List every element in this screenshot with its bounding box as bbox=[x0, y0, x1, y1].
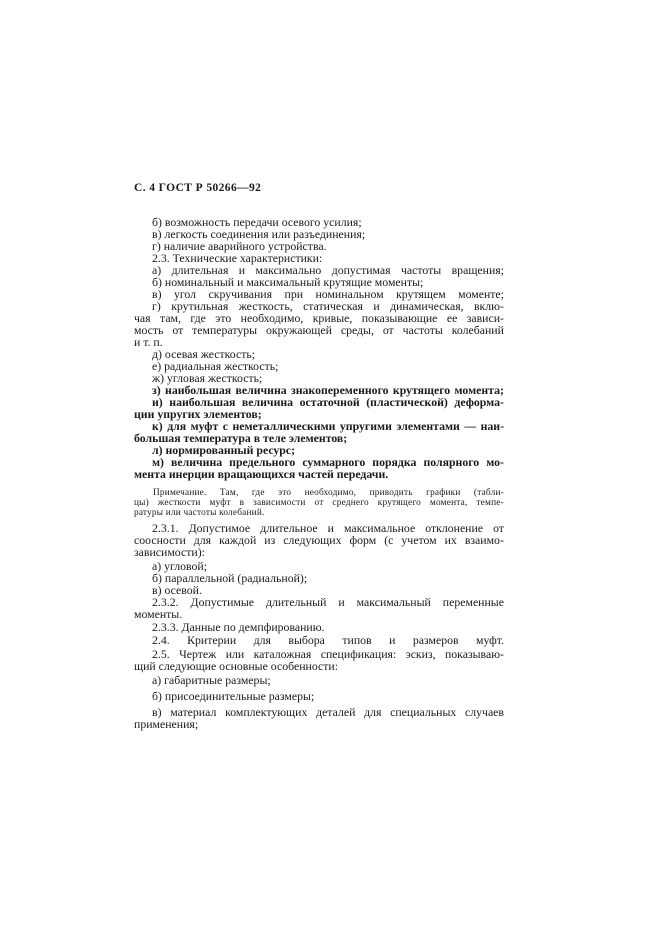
text-line: б) возможность передачи осевого усилия; bbox=[152, 215, 362, 229]
text-line: а) угловой; bbox=[152, 559, 208, 573]
text-line: ж) угловая жесткость; bbox=[152, 371, 263, 385]
text-line: ции упругих элементов; bbox=[134, 407, 262, 421]
text-line: мость от температуры окружающей среды, от частоты колебаний bbox=[134, 323, 504, 337]
text-line: большая температура в теле элементов; bbox=[134, 431, 348, 445]
text-line: б) номинальный и максимальный крутящие моменты; bbox=[152, 275, 424, 289]
text-line: 2.4. Критерии для выбора типов и размеров муфт. bbox=[152, 633, 504, 647]
text-line: в) легкость соединения или разъединения; bbox=[152, 227, 366, 241]
text-line: 2.3.2. Допустимые длительный и максимальный переменные bbox=[152, 595, 504, 609]
text-line: а) длительная и максимально допустимая частоты вращения; bbox=[152, 263, 504, 277]
text-line: г) наличие аварийного устройства. bbox=[152, 239, 327, 253]
text-line: зависимости): bbox=[134, 545, 205, 559]
text-line: г) крутильная жесткость, статическая и динамическая, вклю- bbox=[152, 299, 504, 313]
text-line: б) параллельной (радиальной); bbox=[152, 571, 308, 585]
text-line: мента инерции вращающихся частей передачи. bbox=[134, 467, 389, 481]
text-line: в) угол скручивания при номинальном крутящем моменте; bbox=[152, 287, 504, 301]
note-line: цы) жесткости муфт в зависимости от среднего крутящего момента, темпе- bbox=[134, 498, 504, 508]
text-line: и т. п. bbox=[134, 335, 163, 349]
text-line: и) наибольшая величина остаточной (пластической) деформа- bbox=[152, 395, 504, 409]
text-line: 2.3.1. Допустимое длительное и максимальное отклонение от bbox=[152, 521, 504, 535]
text-line: е) радиальная жесткость; bbox=[152, 359, 279, 373]
text-line: в) материал комплектующих деталей для специальных случаев bbox=[152, 705, 504, 719]
text-line: з) наибольшая величина знакопеременного крутящего момента; bbox=[152, 383, 504, 397]
text-line: к) для муфт с неметаллическими упругими элементами — наи- bbox=[152, 419, 504, 433]
text-line: чая там, где это необходимо, кривые, показывающие ее зависи- bbox=[134, 311, 504, 325]
text-line: 2.3. Технические характеристики: bbox=[152, 251, 323, 265]
note-line: ратуры или частоты колебаний. bbox=[134, 508, 265, 518]
page-header: С. 4 ГОСТ Р 50266—92 bbox=[134, 182, 262, 194]
text-line: л) нормированный ресурс; bbox=[152, 443, 296, 457]
text-line: 2.5. Чертеж или каталожная спецификация: эскиз, показываю- bbox=[152, 647, 504, 661]
text-line: а) габаритные размеры; bbox=[152, 673, 271, 687]
text-line: д) осевая жесткость; bbox=[152, 347, 256, 361]
note-line: Примечание. Там, где это необходимо, приводить графики (табли- bbox=[153, 488, 504, 498]
text-line: соосности для каждой из следующих форм (с учетом их взаимо- bbox=[134, 533, 504, 547]
text-line: моменты. bbox=[134, 607, 183, 621]
text-line: 2.3.3. Данные по демпфированию. bbox=[152, 620, 325, 634]
text-line: щий следующие основные особенности: bbox=[134, 659, 339, 673]
text-line: м) величина предельного суммарного порядка полярного мо- bbox=[152, 455, 504, 469]
text-line: б) присоединительные размеры; bbox=[152, 689, 315, 703]
text-line: в) осевой. bbox=[152, 583, 202, 597]
text-line: применения; bbox=[134, 717, 199, 731]
